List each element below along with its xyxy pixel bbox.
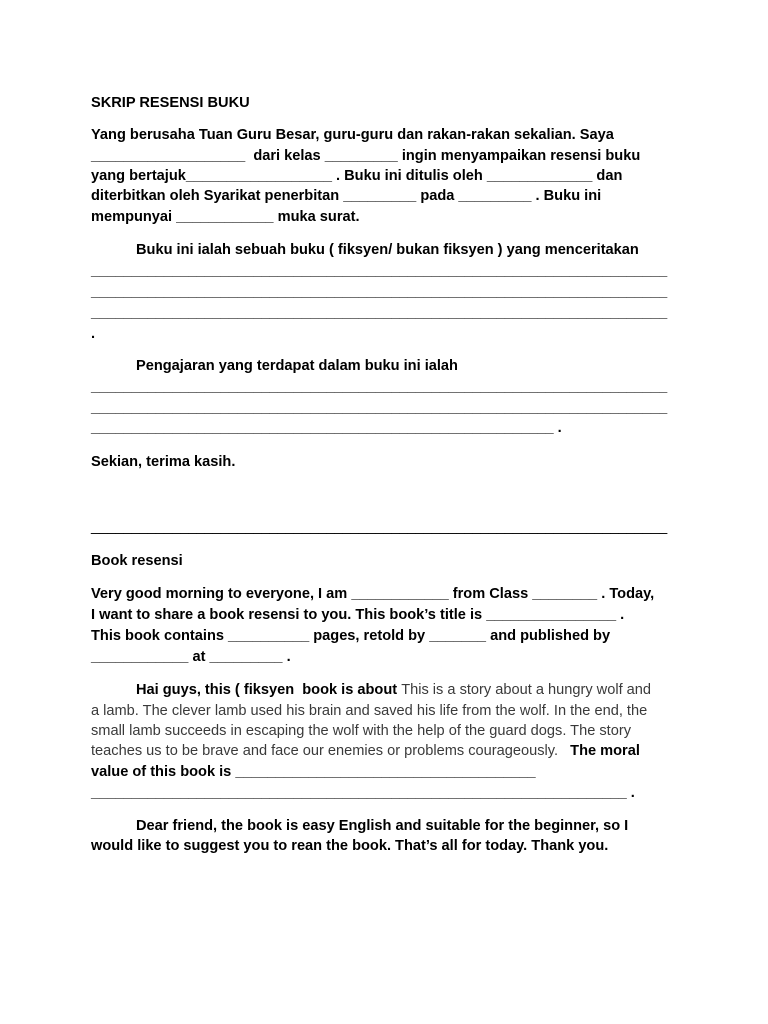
story-line-1 [136,681,651,699]
english-intro-line: Very good morning to everyone, I am ____________ from Class ________ . Today, [91,586,655,602]
english-title: Book resensi [91,553,183,569]
story-text: This is a story about a hungry wolf and [401,682,652,698]
moral-lead: The moral [570,743,640,759]
story-line-3: small lamb succeeds in escaping the wolf with the help of the guard dogs. The story [91,723,631,739]
malay-summary-blank: _______________________________________________________________________ [91,263,668,279]
english-intro-line: This book contains __________ pages, retold by _______ and published by [91,628,611,644]
english-intro-line: I want to share a book resensi to you. This book’s title is ________________ . [91,607,625,623]
english-intro-line: ____________ at _________ . [91,649,291,665]
malay-lesson-lead: Pengajaran yang terdapat dalam buku ini ialah [136,358,458,374]
story-line-4 [91,742,640,760]
malay-lesson-blank: _______________________________________________________________________ [91,379,668,395]
section-divider: _______________________________________________________________________ [91,519,668,535]
story-text: teaches us to be brave and face our enemies or problems courageously. [91,743,558,759]
english-closing-line: would like to suggest you to rean the book. That’s all for today. Thank you. [91,838,609,854]
story-line-5: value of this book is _____________________________________ [91,764,536,780]
story-line-2: a lamb. The clever lamb used his brain and saved his life from the wolf. In the end, the [91,703,648,719]
malay-lesson-blank: _______________________________________________________________________ [91,400,668,416]
malay-intro-line: Yang berusaha Tuan Guru Besar, guru-guru dan rakan-rakan sekalian. Saya [91,127,614,143]
story-lead: Hai guys, this ( fiksyen book is about [136,682,398,698]
english-closing-line: Dear friend, the book is easy English and suitable for the beginner, so I [136,818,629,834]
malay-intro-line: yang bertajuk__________________ . Buku ini ditulis oleh _____________ dan [91,168,623,184]
malay-summary-blank: _______________________________________________________________________ [91,305,668,321]
malay-title: SKRIP RESENSI BUKU [91,95,250,111]
malay-intro-line: ___________________ dari kelas _________ ingin menyampaikan resensi buku [91,148,641,164]
malay-closing: Sekian, terima kasih. [91,454,236,470]
malay-summary-lead: Buku ini ialah sebuah buku ( fiksyen/ bukan fiksyen ) yang menceritakan [136,242,639,258]
malay-lesson-blank: _________________________________________________________ . [91,420,562,436]
malay-intro-line: mempunyai ____________ muka surat. [91,209,360,225]
malay-intro-line: diterbitkan oleh Syarikat penerbitan _________ pada _________ . Buku ini [91,188,602,204]
malay-summary-blank: _______________________________________________________________________ [91,284,668,300]
story-line-6: __________________________________________________________________ . [91,785,635,801]
malay-summary-end: . [91,326,96,342]
